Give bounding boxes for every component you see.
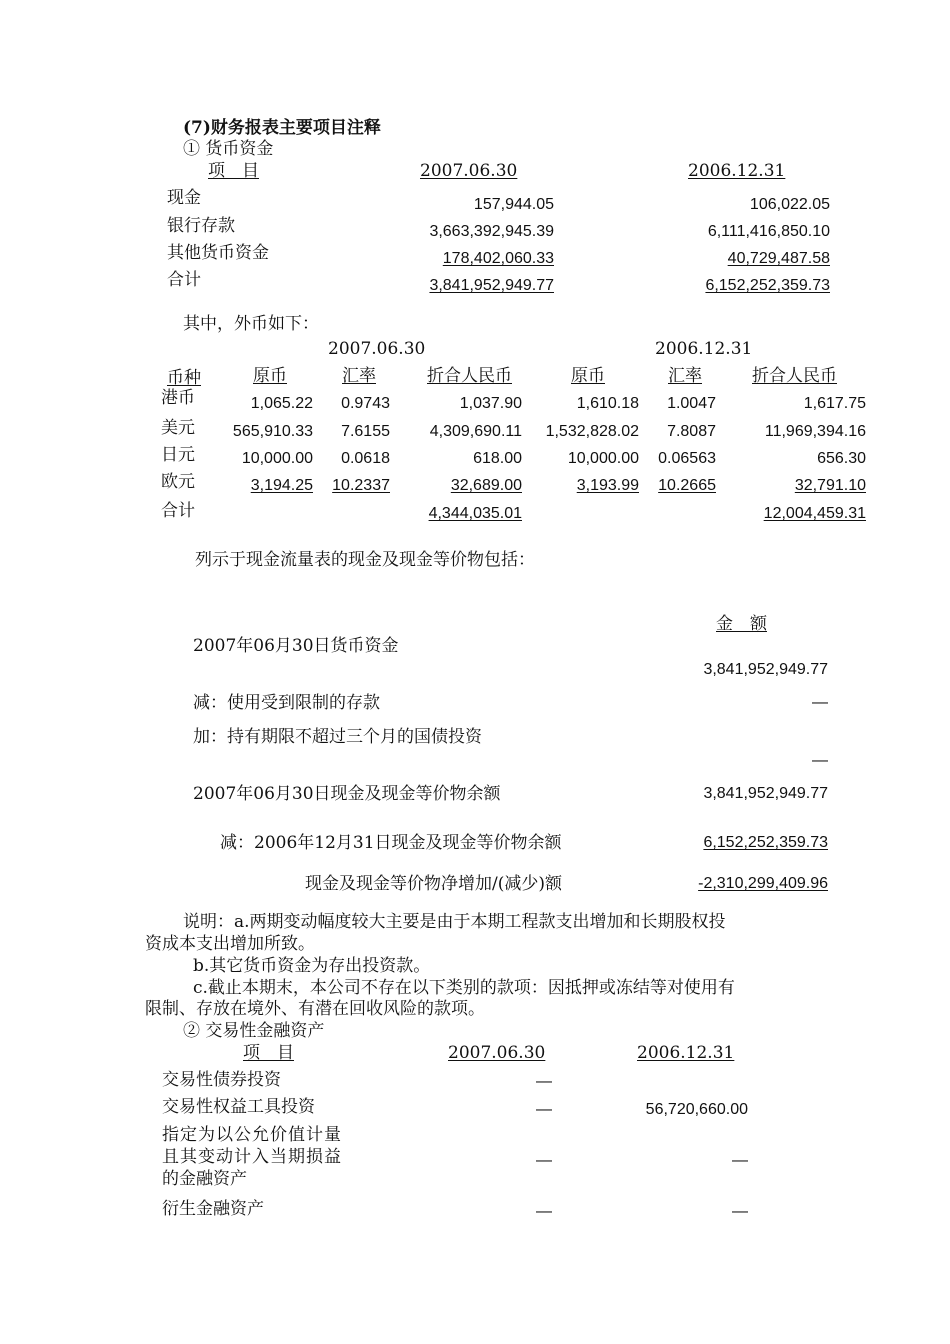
fx-row-rate-2: 10.2665 bbox=[658, 477, 716, 494]
trading-row-2007: — bbox=[536, 1101, 552, 1118]
cashflow-line-value: 6,152,252,359.73 bbox=[703, 834, 828, 851]
trading-col-2006: 2006.12.31 bbox=[637, 1043, 735, 1063]
trading-row-2006: — bbox=[732, 1152, 748, 1169]
fx-header-original-1: 原币 bbox=[253, 366, 287, 386]
fx-header-rate-2: 汇率 bbox=[668, 366, 702, 386]
fx-row-rmb-1: 618.00 bbox=[473, 450, 522, 467]
cash-total-2006: 6,152,252,359.73 bbox=[705, 277, 830, 294]
fx-header-rmb-2: 折合人民币 bbox=[752, 366, 837, 386]
fx-row-original-1: 1,065.22 bbox=[250, 395, 313, 412]
note-c-line-1: c.截止本期末，本公司不存在以下类别的款项：因抵押或冻结等对使用有 bbox=[193, 978, 735, 998]
cash-col-2006: 2006.12.31 bbox=[688, 161, 786, 181]
fx-total-rmb-2: 12,004,459.31 bbox=[763, 505, 866, 522]
cash-total-label: 合计 bbox=[167, 270, 201, 290]
trading-col-item: 项 目 bbox=[243, 1043, 294, 1063]
trading-row-2007: — bbox=[536, 1073, 552, 1090]
fx-row-currency: 美元 bbox=[161, 418, 195, 438]
trading-row-label: 且其变动计入当期损益 bbox=[162, 1147, 342, 1167]
trading-section-title: ② 交易性金融资产 bbox=[183, 1021, 325, 1041]
trading-row-label: 交易性权益工具投资 bbox=[162, 1097, 315, 1117]
fx-row-rate-1: 7.6155 bbox=[341, 423, 390, 440]
fx-row-rate-2: 1.0047 bbox=[667, 395, 716, 412]
cash-row-2007: 157,944.05 bbox=[473, 196, 554, 213]
cash-row-label: 银行存款 bbox=[167, 216, 235, 236]
cash-row-label: 现金 bbox=[167, 188, 201, 208]
cash-row-2007: 178,402,060.33 bbox=[442, 250, 554, 267]
cash-row-2006: 106,022.05 bbox=[749, 196, 830, 213]
fx-row-rate-1: 0.0618 bbox=[341, 450, 390, 467]
trading-row-label: 衍生金融资产 bbox=[162, 1199, 264, 1219]
fx-total-label: 合计 bbox=[161, 501, 195, 521]
cashflow-line-value: — bbox=[812, 752, 828, 769]
fx-row-original-2: 1,610.18 bbox=[576, 395, 639, 412]
cashflow-line-label: 减：使用受到限制的存款 bbox=[193, 693, 380, 713]
cashflow-line-label: 2007年06月30日现金及现金等价物余额 bbox=[193, 784, 501, 804]
fx-period-2007: 2007.06.30 bbox=[328, 339, 426, 359]
fx-row-rmb-1: 32,689.00 bbox=[450, 477, 522, 494]
fx-intro: 其中，外币如下： bbox=[183, 314, 319, 334]
cashflow-line-value: 3,841,952,949.77 bbox=[703, 785, 828, 802]
trading-row-label: 交易性债券投资 bbox=[162, 1070, 281, 1090]
cashflow-col-amount: 金 额 bbox=[716, 614, 767, 634]
trading-row-2007: — bbox=[536, 1203, 552, 1220]
cash-row-2006: 6,111,416,850.10 bbox=[707, 223, 830, 240]
trading-row-label: 指定为以公允价值计量 bbox=[162, 1125, 342, 1145]
cashflow-line-label: 现金及现金等价物净增加/(减少)额 bbox=[305, 874, 562, 894]
fx-row-rmb-2: 1,617.75 bbox=[803, 395, 866, 412]
cashflow-line-value: -2,310,299,409.96 bbox=[698, 875, 828, 892]
fx-row-original-1: 565,910.33 bbox=[232, 423, 313, 440]
cashflow-line-value: — bbox=[812, 694, 828, 711]
fx-row-currency: 港币 bbox=[161, 388, 195, 408]
fx-row-original-1: 3,194.25 bbox=[250, 477, 313, 494]
fx-row-rmb-2: 32,791.10 bbox=[794, 477, 866, 494]
trading-row-2006: — bbox=[732, 1203, 748, 1220]
cashflow-line-label: 加：持有期限不超过三个月的国债投资 bbox=[193, 727, 482, 747]
fx-total-rmb-1: 4,344,035.01 bbox=[428, 505, 522, 522]
cash-col-2007: 2007.06.30 bbox=[420, 161, 518, 181]
fx-row-original-1: 10,000.00 bbox=[241, 450, 313, 467]
fx-row-currency: 日元 bbox=[161, 445, 195, 465]
cash-row-2006: 40,729,487.58 bbox=[727, 250, 830, 267]
fx-row-rmb-2: 11,969,394.16 bbox=[764, 423, 866, 440]
fx-row-original-2: 1,532,828.02 bbox=[545, 423, 639, 440]
cash-total-2007: 3,841,952,949.77 bbox=[429, 277, 554, 294]
fx-row-rmb-1: 1,037.90 bbox=[459, 395, 522, 412]
fx-row-rate-1: 10.2337 bbox=[332, 477, 390, 494]
fx-header-currency: 币种 bbox=[167, 368, 201, 388]
fx-row-rmb-1: 4,309,690.11 bbox=[429, 423, 522, 440]
trading-row-2006: 56,720,660.00 bbox=[645, 1101, 748, 1118]
trading-col-2007: 2007.06.30 bbox=[448, 1043, 546, 1063]
fx-row-rate-1: 0.9743 bbox=[341, 395, 390, 412]
fx-header-original-2: 原币 bbox=[571, 366, 605, 386]
note-a-line-1: 说明：a.两期变动幅度较大主要是由于本期工程款支出增加和长期股权投 bbox=[183, 912, 726, 932]
cash-col-item: 项 目 bbox=[208, 161, 259, 181]
note-a-line-2: 资成本支出增加所致。 bbox=[145, 934, 315, 954]
fx-row-rmb-2: 656.30 bbox=[817, 450, 866, 467]
trading-row-label: 的金融资产 bbox=[162, 1169, 247, 1189]
fx-header-rmb-1: 折合人民币 bbox=[427, 366, 512, 386]
cash-row-2007: 3,663,392,945.39 bbox=[429, 223, 554, 240]
cashflow-line-label: 减：2006年12月31日现金及现金等价物余额 bbox=[220, 833, 562, 853]
page-heading: (7)财务报表主要项目注释 bbox=[183, 118, 381, 138]
fx-row-rate-2: 7.8087 bbox=[667, 423, 716, 440]
fx-row-currency: 欧元 bbox=[161, 472, 195, 492]
cash-section-title: ① 货币资金 bbox=[183, 139, 274, 159]
fx-row-original-2: 10,000.00 bbox=[567, 450, 639, 467]
cashflow-intro: 列示于现金流量表的现金及现金等价物包括： bbox=[195, 550, 535, 570]
note-c-line-2: 限制、存放在境外、有潜在回收风险的款项。 bbox=[145, 999, 485, 1019]
fx-row-original-2: 3,193.99 bbox=[576, 477, 639, 494]
trading-row-2007: — bbox=[536, 1152, 552, 1169]
cashflow-line-value: 3,841,952,949.77 bbox=[703, 661, 828, 678]
fx-header-rate-1: 汇率 bbox=[342, 366, 376, 386]
cashflow-line-label: 2007年06月30日货币资金 bbox=[193, 636, 399, 656]
fx-period-2006: 2006.12.31 bbox=[655, 339, 753, 359]
cash-row-label: 其他货币资金 bbox=[167, 243, 269, 263]
fx-row-rate-2: 0.06563 bbox=[658, 450, 716, 467]
note-b: b.其它货币资金为存出投资款。 bbox=[193, 956, 431, 976]
